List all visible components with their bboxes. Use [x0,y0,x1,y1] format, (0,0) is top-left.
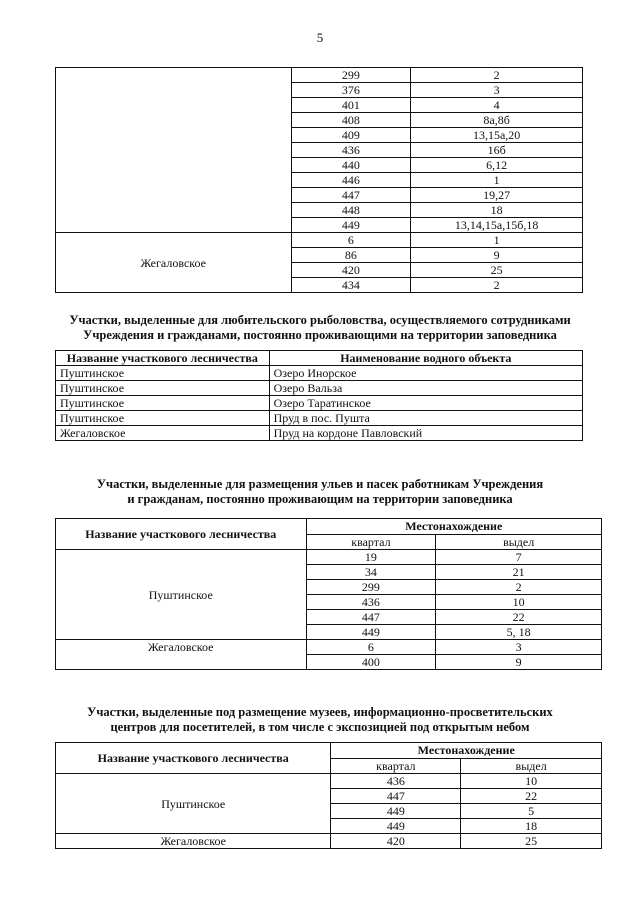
kvartal-cell: 400 [306,655,436,670]
kvartal-cell: 436 [306,595,436,610]
vydel-cell: 19,27 [411,188,583,203]
kvartal-cell: 420 [291,263,411,278]
forestry-name-cell: Жегаловское [56,640,307,670]
fishing-section-heading [0,313,640,343]
vydel-cell: 10 [436,595,602,610]
vydel-cell: 3 [436,640,602,655]
kvartal-cell: 447 [306,610,436,625]
vydel-cell: 9 [411,248,583,263]
forestry-name-cell: Жегаловское [56,233,292,293]
forestry-cell-continued [56,68,292,233]
water-body-column-header: Наименование водного объекта [269,351,582,366]
forestry-column-header: Название участкового лесничества [56,519,307,550]
kvartal-cell: 401 [291,98,411,113]
kvartal-cell: 436 [331,774,461,789]
forestry-cell: Жегаловское [56,426,270,441]
kvartal-cell: 449 [331,819,461,834]
table-row [56,68,583,83]
water-body-cell: Озеро Таратинское [269,396,582,411]
kvartal-cell: 409 [291,128,411,143]
museum-table [55,742,602,849]
kvartal-cell: 420 [331,834,461,849]
kvartal-column-header: квартал [331,758,461,774]
table-row [56,381,583,396]
heading-line: Участки, выделенные для любительского рыболовства, осуществляемого сотрудниками [69,313,571,327]
location-column-header: Местонахождение [306,519,601,535]
kvartal-cell: 446 [291,173,411,188]
kvartal-cell: 19 [306,550,436,565]
museum-section-heading [0,705,640,735]
apiary-table [55,518,602,670]
forestry-cell: Пуштинское [56,381,270,396]
vydel-cell: 25 [411,263,583,278]
vydel-cell: 1 [411,233,583,248]
forestry-column-header: Название участкового лесничества [56,351,270,366]
page-number: 5 [316,30,324,45]
kvartal-cell: 448 [291,203,411,218]
vydel-cell: 6,12 [411,158,583,173]
vydel-cell: 22 [461,789,602,804]
kvartal-column-header: квартал [306,534,436,550]
water-body-cell: Озеро Вальза [269,381,582,396]
kvartal-cell: 408 [291,113,411,128]
heading-line: и гражданам, постоянно проживающим на территории заповедника [127,492,513,506]
table-row [56,774,602,789]
vydel-column-header: выдел [436,534,602,550]
kvartal-cell: 86 [291,248,411,263]
kvartal-cell: 6 [306,640,436,655]
kvartal-cell: 440 [291,158,411,173]
vydel-cell: 18 [411,203,583,218]
kvartal-cell: 447 [291,188,411,203]
heading-line: Участки, выделенные для размещения ульев и пасек работникам Учреждения [96,477,544,491]
vydel-cell: 9 [436,655,602,670]
vydel-cell: 2 [411,68,583,83]
kvartal-cell: 434 [291,278,411,293]
vydel-cell: 22 [436,610,602,625]
table-row [56,834,602,849]
water-body-cell: Пруд в пос. Пушта [269,411,582,426]
heading-line: Учреждения и гражданами, постоянно проживающими на территории заповедника [83,328,557,342]
table-row [56,411,583,426]
vydel-cell: 25 [461,834,602,849]
fishing-table [55,350,583,441]
vydel-cell: 5, 18 [436,625,602,640]
kvartal-cell: 6 [291,233,411,248]
forestry-cell: Пуштинское [56,366,270,381]
vydel-cell: 7 [436,550,602,565]
vydel-cell: 10 [461,774,602,789]
table-row [56,396,583,411]
vydel-cell: 4 [411,98,583,113]
forestry-name-cell: Пуштинское [56,774,331,834]
table-header-row [56,351,583,366]
forestry-name-cell: Пуштинское [56,550,307,640]
vydel-cell: 8а,8б [411,113,583,128]
table-row [56,366,583,381]
kvartal-cell: 299 [291,68,411,83]
kvartal-cell: 449 [306,625,436,640]
kvartal-cell: 299 [306,580,436,595]
kvartal-cell: 34 [306,565,436,580]
forestry-cell: Пуштинское [56,396,270,411]
vydel-cell: 13,15а,20 [411,128,583,143]
heading-line: центров для посетителей, в том числе с экспозицией под открытым небом [110,720,530,734]
table-row [56,233,583,248]
vydel-cell: 3 [411,83,583,98]
vydel-cell: 5 [461,804,602,819]
vydel-cell: 21 [436,565,602,580]
kvartal-cell: 436 [291,143,411,158]
kvartal-cell: 449 [331,804,461,819]
table-header-row [56,519,602,535]
vydel-cell: 2 [411,278,583,293]
table-row [56,640,602,655]
table-header-row [56,743,602,759]
vydel-cell: 1 [411,173,583,188]
heading-line: Участки, выделенные под размещение музеев, информационно-просветительских [87,705,553,719]
vydel-cell: 18 [461,819,602,834]
forestry-column-header: Название участкового лесничества [56,743,331,774]
water-body-cell: Пруд на кордоне Павловский [269,426,582,441]
table-row [56,550,602,565]
kvartal-cell: 447 [331,789,461,804]
table-row [56,426,583,441]
vydel-column-header: выдел [461,758,602,774]
kvartal-cell: 449 [291,218,411,233]
location-column-header: Местонахождение [331,743,602,759]
vydel-cell: 2 [436,580,602,595]
vydel-cell: 13,14,15а,15б,18 [411,218,583,233]
continued-location-table [55,67,583,293]
water-body-cell: Озеро Инорское [269,366,582,381]
forestry-name-cell: Жегаловское [56,834,331,849]
vydel-cell: 16б [411,143,583,158]
apiary-section-heading [0,477,640,507]
forestry-cell: Пуштинское [56,411,270,426]
kvartal-cell: 376 [291,83,411,98]
